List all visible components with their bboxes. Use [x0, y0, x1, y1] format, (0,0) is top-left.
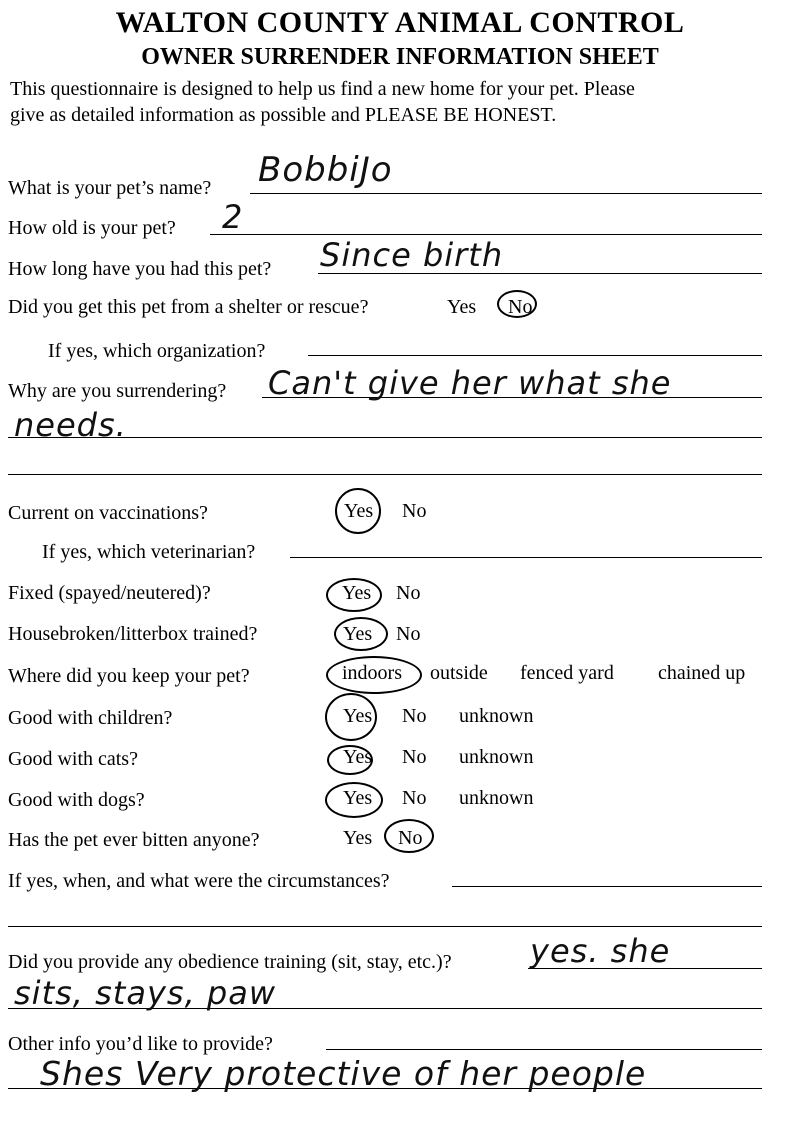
selection-circle-fixed-yes: [326, 578, 382, 612]
selection-circle-bitten-no: [384, 819, 434, 853]
option-bitten-no: No: [398, 827, 423, 849]
question-bitten: Has the pet ever bitten anyone?: [8, 829, 260, 851]
question-shelter: Did you get this pet from a shelter or rescue?: [8, 296, 369, 318]
answer-line-pet-name: [250, 193, 762, 194]
option-fenced-yard: fenced yard: [520, 662, 614, 684]
answer-how-long: Since birth: [320, 236, 504, 274]
option-dogs-unknown: unknown: [459, 787, 534, 809]
answer-line-other-1: [326, 1049, 762, 1050]
question-veterinarian: If yes, which veterinarian?: [42, 541, 256, 563]
answer-other-info: Shes Very protective of her people: [40, 1054, 647, 1093]
option-indoors: indoors: [342, 662, 402, 684]
form-subtitle: OWNER SURRENDER INFORMATION SHEET: [141, 44, 659, 70]
option-housebroken-yes: Yes: [343, 623, 373, 645]
answer-why-line-2: needs.: [14, 406, 127, 444]
option-fixed-no: No: [396, 582, 421, 604]
selection-circle-children-yes: [325, 693, 377, 741]
question-housebroken: Housebroken/litterbox trained?: [8, 623, 258, 645]
answer-line-why-3: [8, 474, 762, 475]
option-chained-up: chained up: [658, 662, 746, 684]
intro-line-1: This questionnaire is designed to help us find a new home for your pet. Please: [10, 78, 635, 100]
option-cats-no: No: [402, 746, 427, 768]
question-age: How old is your pet?: [8, 217, 176, 239]
option-outside: outside: [430, 662, 488, 684]
question-good-dogs: Good with dogs?: [8, 789, 145, 811]
answer-obedience-line-1: yes. she: [530, 932, 671, 970]
answer-age: 2: [222, 198, 244, 236]
selection-circle-dogs-yes: [325, 782, 383, 818]
option-housebroken-no: No: [396, 623, 421, 645]
option-fixed-yes: Yes: [342, 582, 372, 604]
question-bite-circumstances: If yes, when, and what were the circumstances?: [8, 870, 390, 892]
selection-circle-housebroken-yes: [334, 617, 388, 651]
selection-circle-indoors: [326, 656, 422, 694]
option-bitten-yes: Yes: [343, 827, 373, 849]
answer-obedience-line-2: sits, stays, paw: [14, 974, 276, 1012]
answer-why-line-1: Can't give her what she: [268, 364, 672, 402]
option-shelter-yes: Yes: [447, 296, 477, 318]
form-title: WALTON COUNTY ANIMAL CONTROL: [115, 6, 685, 39]
option-vaccinations-yes: Yes: [344, 500, 374, 522]
answer-line-bite-1: [452, 886, 762, 887]
answer-line-age: [210, 234, 762, 235]
question-where-kept: Where did you keep your pet?: [8, 665, 250, 687]
question-vaccinations: Current on vaccinations?: [8, 502, 208, 524]
answer-line-shelter-org: [308, 355, 762, 356]
selection-circle-shelter-no: [497, 290, 537, 318]
question-obedience: Did you provide any obedience training (sit, stay, etc.)?: [8, 951, 452, 973]
question-shelter-org: If yes, which organization?: [48, 340, 266, 362]
question-pet-name: What is your pet’s name?: [8, 177, 212, 199]
option-children-yes: Yes: [343, 705, 373, 727]
question-fixed: Fixed (spayed/neutered)?: [8, 582, 211, 604]
question-good-cats: Good with cats?: [8, 748, 138, 770]
question-good-children: Good with children?: [8, 707, 173, 729]
option-vaccinations-no: No: [402, 500, 427, 522]
option-cats-yes: Yes: [343, 746, 373, 768]
question-other-info: Other info you’d like to provide?: [8, 1033, 273, 1055]
option-children-unknown: unknown: [459, 705, 534, 727]
answer-line-bite-2: [8, 926, 762, 927]
answer-pet-name: BobbiJo: [258, 150, 393, 190]
question-how-long: How long have you had this pet?: [8, 258, 272, 280]
answer-line-veterinarian: [290, 557, 762, 558]
selection-circle-cats-yes: [327, 745, 373, 775]
option-dogs-no: No: [402, 787, 427, 809]
option-dogs-yes: Yes: [343, 787, 373, 809]
question-why-surrender: Why are you surrendering?: [8, 380, 227, 402]
selection-circle-vaccinations-yes: [335, 488, 381, 534]
option-cats-unknown: unknown: [459, 746, 534, 768]
intro-line-2: give as detailed information as possible and PLEASE BE HONEST.: [10, 104, 557, 126]
option-children-no: No: [402, 705, 427, 727]
option-shelter-no: No: [508, 296, 533, 318]
